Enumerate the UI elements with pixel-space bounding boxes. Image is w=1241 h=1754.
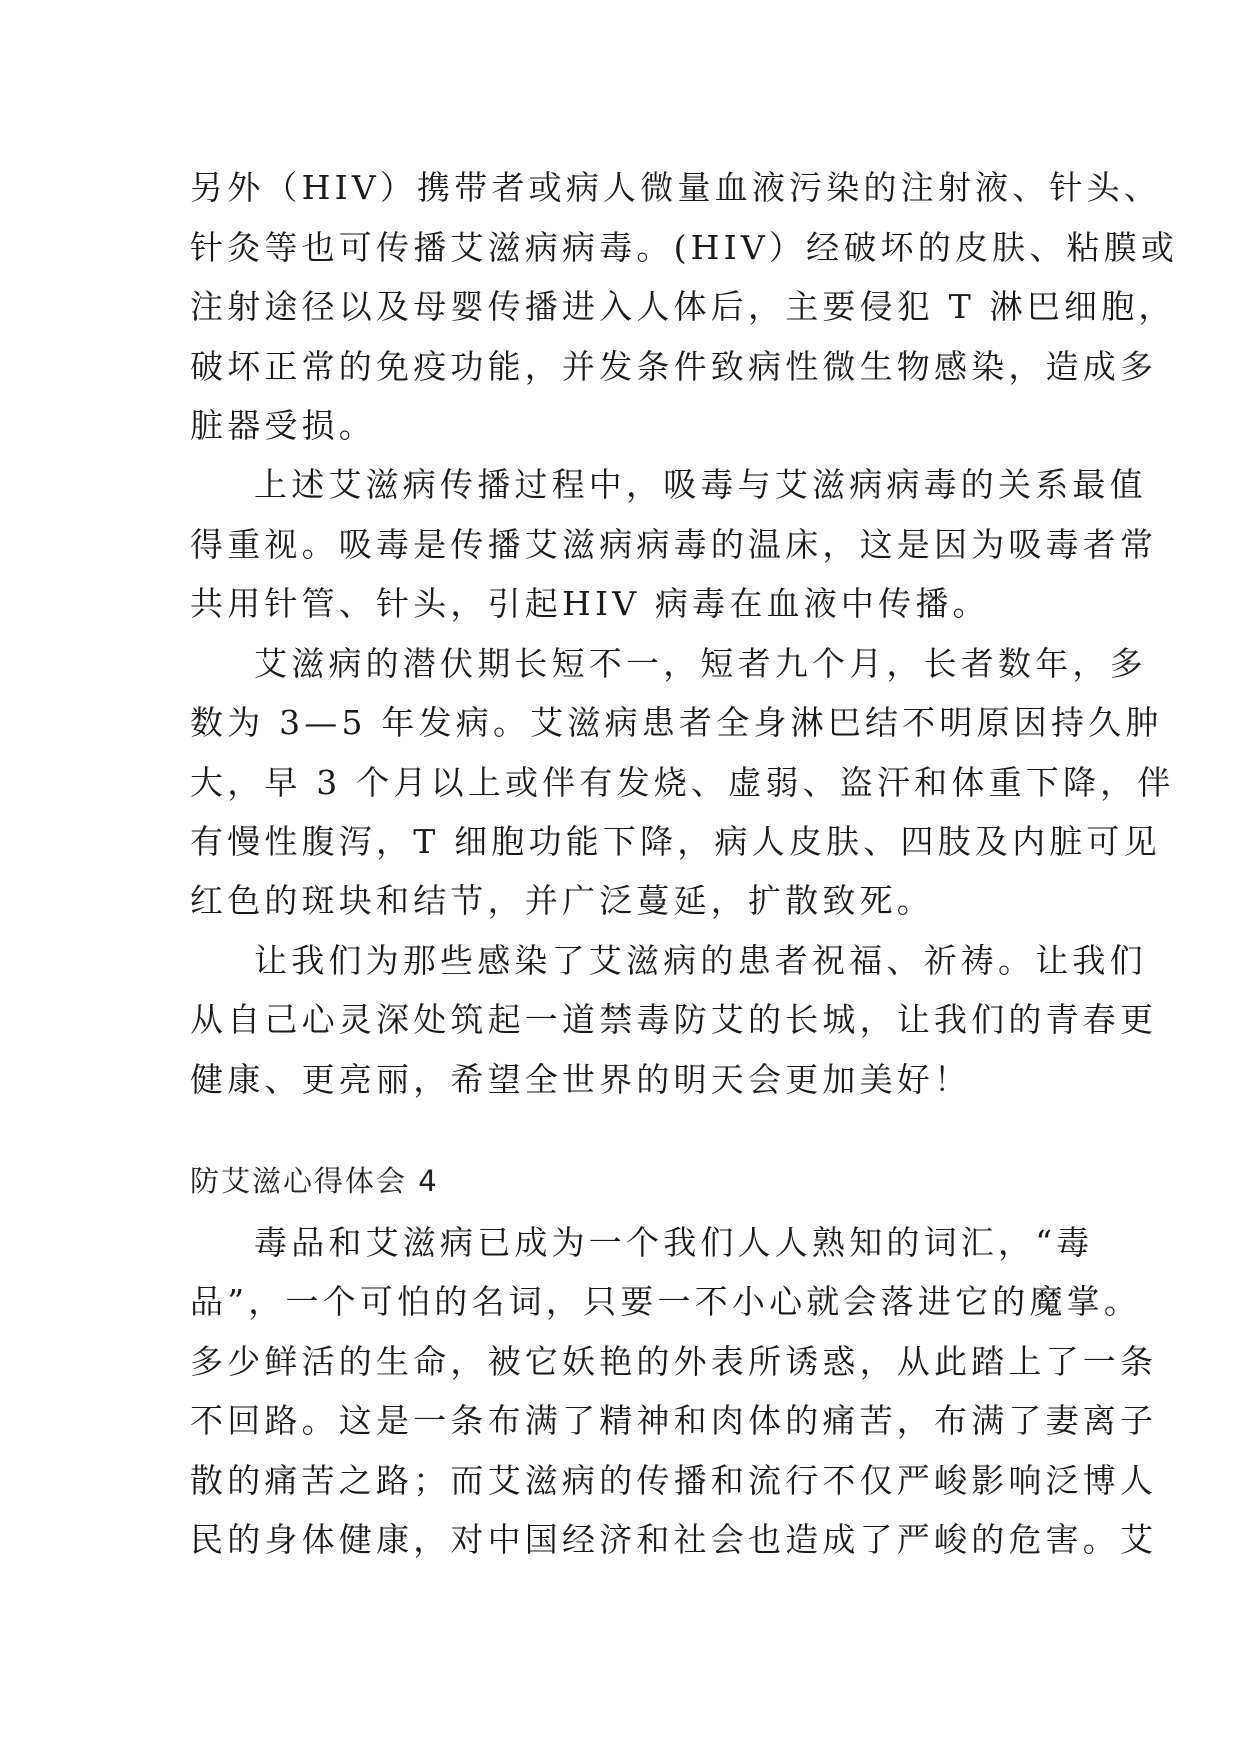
text-line: 艾滋病的潜伏期长短不一，短者九个月，长者数年，多 [254, 644, 1147, 683]
text-line: 针灸等也可传播艾滋病病毒。(HIV）经破坏的皮肤、粘膜或 [190, 228, 1179, 267]
text-line: 得重视。吸毒是传播艾滋病病毒的温床，这是因为吸毒者常 [190, 525, 1158, 564]
text-line: 红色的斑块和结节，并广泛蔓延，扩散致死。 [190, 881, 934, 920]
text-line: 多少鲜活的生命，被它妖艳的外表所诱惑，从此踏上了一条 [190, 1342, 1158, 1381]
text-line: 上述艾滋病传播过程中，吸毒与艾滋病病毒的关系最值 [254, 465, 1147, 504]
text-line: 不回路。这是一条布满了精神和肉体的痛苦，布满了妻离子 [190, 1401, 1158, 1440]
text-line: 品”，一个可怕的名词，只要一不小心就会落进它的魔掌。 [190, 1282, 1142, 1321]
text-line: 有慢性腹泻，T 细胞功能下降，病人皮肤、四肢及内脏可见 [190, 822, 1161, 861]
text-line: 注射途径以及母婴传播进入人体后，主要侵犯 T 淋巴细胞， [190, 287, 1176, 326]
text-line: 脏器受损。 [190, 406, 376, 445]
section-title: 防艾滋心得体会 4 [190, 1164, 439, 1198]
text-line: 毒品和艾滋病已成为一个我们人人熟知的词汇，“毒 [254, 1223, 1094, 1262]
text-line: 健康、更亮丽，希望全世界的明天会更加美好！ [190, 1060, 972, 1099]
text-line: 共用针管、针头，引起HIV 病毒在血液中传播。 [190, 584, 990, 623]
text-line: 数为 3—5 年发病。艾滋病患者全身淋巴结不明原因持久肿 [190, 703, 1163, 742]
text-line: 让我们为那些感染了艾滋病的患者祝福、祈祷。让我们 [254, 941, 1147, 980]
text-line: 散的痛苦之路；而艾滋病的传播和流行不仅严峻影响泛博人 [190, 1461, 1158, 1500]
text-line: 从自己心灵深处筑起一道禁毒防艾的长城，让我们的青春更 [190, 1000, 1158, 1039]
text-line: 民的身体健康，对中国经济和社会也造成了严峻的危害。艾 [190, 1520, 1158, 1559]
text-line: 另外（HIV）携带者或病人微量血液污染的注射液、针头、 [190, 168, 1162, 207]
text-line: 破坏正常的免疫功能，并发条件致病性微生物感染，造成多 [190, 347, 1158, 386]
text-line: 大，早 3 个月以上或伴有发烧、虚弱、盗汗和体重下降，伴 [190, 763, 1175, 802]
